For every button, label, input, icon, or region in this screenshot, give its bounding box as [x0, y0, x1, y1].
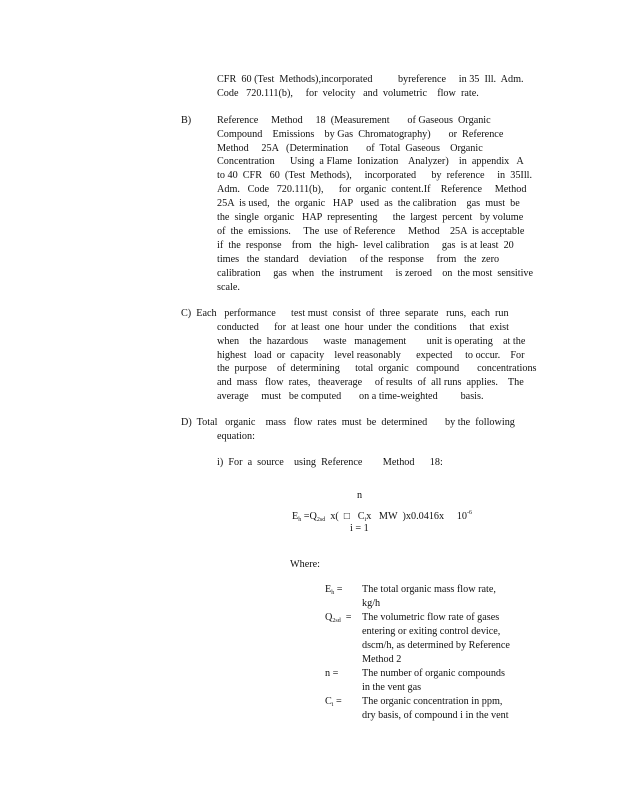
definition-text: in the vent gas — [362, 682, 422, 693]
definition-term — [325, 583, 343, 601]
definition-text: dry basis, of compound i in the vent — [362, 710, 509, 721]
definition-text: entering or exiting control device, — [362, 626, 501, 637]
definition-term: n = — [325, 668, 339, 679]
subitem-i: i) For a source using Reference Method 18: — [217, 457, 443, 468]
item-b-line: of the emissions. The use of Reference Method 25A is acceptable — [217, 226, 525, 237]
definition-text: The volumetric flow rate of gases — [362, 612, 500, 623]
item-b-line: 25A is used, the organic HAP used as the calibration gas must be — [217, 198, 520, 209]
item-b-line: Concentration Using a Flame Ionization Analyzer) in appendix A — [217, 156, 524, 167]
definition-text: kg/h — [362, 598, 381, 609]
term-q: Q — [325, 612, 333, 623]
equation-q-subscript: 2sd — [316, 517, 326, 523]
term-e-subscript: h — [331, 590, 335, 596]
definition-term — [325, 611, 352, 629]
item-b-marker: B) — [181, 115, 192, 126]
term-equals: = — [334, 584, 343, 595]
item-d-line: equation: — [217, 431, 255, 442]
definition-text: The number of organic compounds — [362, 668, 505, 679]
item-c-line: when the hazardous waste management unit is operating at the — [217, 336, 526, 347]
term-equals: = — [340, 612, 352, 623]
equation-c-subscript: i — [364, 517, 367, 523]
continuation-line-2: Code 720.111(b), for velocity and volumetric flow rate. — [217, 88, 479, 99]
equation-lhs: E — [292, 511, 299, 522]
item-b-line: calibration gas when the instrument is zeroed on the most sensitive — [217, 268, 534, 279]
term-c-subscript: i — [331, 702, 334, 708]
item-b-line: Adm. Code 720.111(b), for organic content.If Reference Method — [217, 184, 527, 195]
item-b-line: scale. — [217, 282, 240, 293]
item-b-line: times the standard deviation of the response from the zero — [217, 254, 500, 265]
equation-part: x MW )x0.0416x 10 — [366, 511, 468, 522]
equation-lhs-subscript: h — [298, 517, 302, 523]
item-b-line: Compound Emissions by Gas Chromatography) or Reference — [217, 129, 504, 140]
definition-text: dscm/h, as determined by Reference — [362, 640, 510, 651]
definition-text: The organic concentration in ppm, — [362, 696, 503, 707]
definition-text: Method 2 — [362, 654, 402, 665]
equation-lower-limit: i = 1 — [350, 523, 369, 534]
item-b-line: Method 25A (Determination of Total Gaseous Organic — [217, 143, 483, 154]
term-q-subscript: 2sd — [332, 618, 341, 624]
item-c-line: and mass flow rates, theaverage of results of all runs applies. The — [217, 377, 524, 388]
item-b-line: Reference Method 18 (Measurement of Gaseous Organic — [217, 115, 491, 126]
equation-c: C — [350, 511, 365, 522]
item-c-line: average must be computed on a time-weighted basis. — [217, 391, 484, 402]
definition-text: The total organic mass flow rate, — [362, 584, 496, 595]
definition-term — [325, 695, 342, 713]
continuation-line-1: CFR 60 (Test Methods),incorporated byreference in 35 Ill. Adm. — [217, 74, 524, 85]
item-c-first-line: C) Each performance test must consist of three separate runs, each run — [181, 308, 509, 319]
equation-q: =Q — [301, 511, 317, 522]
summation-icon: □ — [343, 511, 351, 522]
item-d-first-line: D) Total organic mass flow rates must be determined by the following — [181, 417, 515, 428]
equation-exponent: -6 — [467, 510, 473, 516]
term-e: E — [325, 584, 332, 595]
item-b-line: the single organic HAP representing the largest percent by volume — [217, 212, 524, 223]
item-c-line: conducted for at least one hour under the conditions that exist — [217, 322, 509, 333]
equation-upper-limit: n — [357, 490, 363, 501]
term-c: C — [325, 696, 332, 707]
term-equals: = — [333, 696, 342, 707]
equation-body — [292, 507, 472, 528]
item-b-line: to 40 CFR 60 (Test Methods), incorporated by reference in 35Ill. — [217, 170, 533, 181]
where-label: Where: — [290, 559, 320, 570]
item-b-line: if the response from the high- level calibration gas is at least 20 — [217, 240, 514, 251]
item-c-line: highest load or capacity level reasonably expected to occur. For — [217, 350, 525, 361]
item-c-line: the purpose of determining total organic compound concentrations — [217, 363, 537, 374]
equation-part: x( — [325, 511, 344, 522]
